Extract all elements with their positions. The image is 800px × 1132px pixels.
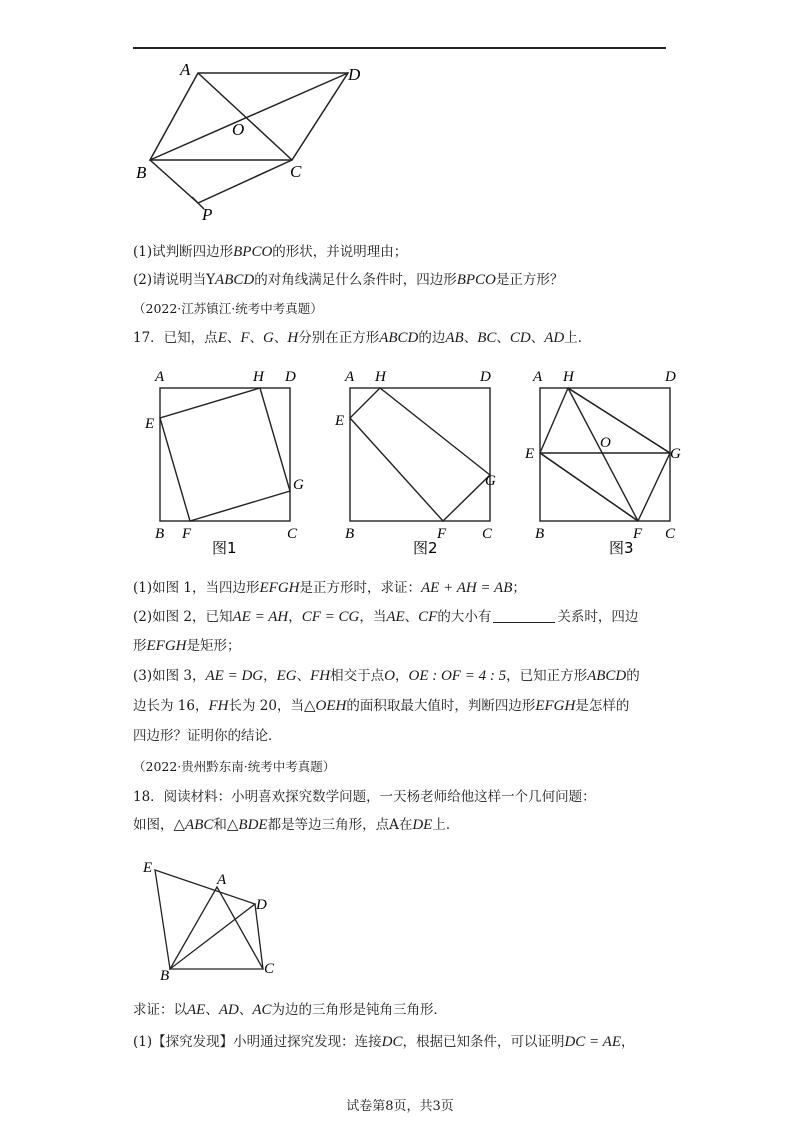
label-d: D bbox=[256, 897, 267, 913]
fig1-label-a: A bbox=[155, 369, 165, 385]
label-b: B bbox=[136, 163, 147, 182]
q17-part3-cont2: 四边形？证明你的结论． bbox=[133, 728, 282, 744]
label-p: P bbox=[202, 205, 213, 224]
fig1-label-h: H bbox=[253, 369, 264, 385]
q17-part2-cont: 形EFGH是矩形； bbox=[133, 638, 241, 654]
fig1-label-g: G bbox=[293, 477, 304, 493]
fig1-label-d: D bbox=[285, 369, 296, 385]
fig3-label-h: H bbox=[563, 369, 574, 385]
q17-part2: (2)如图 2，已知AE = AH，CF = CG，当AE、CF的大小有 关系时，四边 bbox=[133, 609, 639, 625]
fig3-segment-hg bbox=[568, 388, 670, 453]
fig1-label-e: E bbox=[145, 416, 155, 432]
fig3-label-a: A bbox=[533, 369, 543, 385]
fig1-square-abcd bbox=[160, 388, 290, 521]
q17-part1: (1)如图 1，当四边形EFGH是正方形时，求证：AE + AH = AB； bbox=[133, 580, 526, 596]
label-b: B bbox=[160, 968, 170, 984]
page-footer: 试卷第8页，共3页 bbox=[346, 1099, 454, 1114]
fig2-rect-efgh bbox=[350, 388, 490, 521]
triangle-abc bbox=[170, 887, 263, 969]
fig2-label-d: D bbox=[480, 369, 491, 385]
fig3-caption: 图3 bbox=[609, 539, 634, 557]
q18-proof-goal: 求证：以AE、AD、AC为边的三角形是钝角三角形． bbox=[133, 1002, 447, 1018]
fig3-label-b: B bbox=[535, 526, 545, 542]
header-rule bbox=[133, 47, 666, 49]
source-2022-zhenjiang: （2022·江苏镇江·统考中考真题） bbox=[133, 301, 323, 316]
label-d: D bbox=[348, 65, 361, 84]
fig2-label-a: A bbox=[345, 369, 355, 385]
fig3-segment-fh bbox=[568, 388, 638, 521]
fig3-segment-ef bbox=[540, 453, 638, 521]
label-c: C bbox=[290, 162, 302, 181]
fig1-label-b: B bbox=[155, 526, 165, 542]
q16-part1: (1)试判断四边形BPCO的形状，并说明理由； bbox=[133, 244, 408, 260]
fig2-label-e: E bbox=[335, 413, 345, 429]
diagonal-bd bbox=[150, 73, 348, 160]
q17-part3: (3)如图 3，AE = DG，EG、FH相交于点O，OE : OF = 4 : 5，已知正方形ABCD的 bbox=[133, 668, 640, 684]
figure-18-triangles bbox=[135, 852, 295, 987]
label-o: O bbox=[232, 120, 245, 139]
fig3-label-c: C bbox=[665, 526, 676, 542]
label-a: A bbox=[217, 872, 227, 888]
fig3-label-d: D bbox=[665, 369, 676, 385]
label-c: C bbox=[264, 961, 275, 977]
label-e: E bbox=[143, 860, 153, 876]
fig2-label-g: G bbox=[485, 473, 496, 489]
figure-17-squares bbox=[135, 363, 695, 563]
label-a: A bbox=[180, 60, 191, 79]
q17-stem: 17．已知，点E、F、G、H分别在正方形ABCD的边AB、BC、CD、AD上． bbox=[133, 330, 592, 346]
fig3-label-o: O bbox=[600, 435, 611, 451]
figure-16-parallelogram bbox=[130, 60, 370, 225]
fig3-label-g: G bbox=[670, 446, 681, 462]
source-2022-qiandongnan: （2022·贵州黔东南·统考中考真题） bbox=[133, 759, 336, 774]
fig1-quad-efgh bbox=[160, 388, 290, 521]
q18-line2: 如图，△ABC和△BDE都是等边三角形，点A在DE上． bbox=[133, 817, 460, 833]
fig2-label-f: F bbox=[437, 526, 447, 542]
segments-bp-pc bbox=[150, 160, 292, 203]
triangle-bde bbox=[155, 870, 255, 969]
fig2-label-c: C bbox=[482, 526, 493, 542]
q18-stem: 18．阅读材料：小明喜欢探究数学问题，一天杨老师给他这样一个几何问题： bbox=[133, 789, 596, 805]
q17-part3-cont1: 边长为 16，FH长为 20，当△OEH的面积取最大值时，判断四边形EFGH是怎样的 bbox=[133, 698, 630, 714]
fig1-label-f: F bbox=[182, 526, 192, 542]
segment-dc bbox=[255, 904, 263, 969]
fig1-caption: 图1 bbox=[212, 539, 237, 557]
fig2-label-h: H bbox=[375, 369, 386, 385]
fig3-quad-efgh bbox=[540, 388, 670, 521]
fig3-label-f: F bbox=[633, 526, 643, 542]
fig3-label-e: E bbox=[525, 446, 535, 462]
fig2-label-b: B bbox=[345, 526, 355, 542]
fig2-caption: 图2 bbox=[413, 539, 438, 557]
q18-part1: (1)【探究发现】小明通过探究发现：连接DC，根据已知条件，可以证明DC = AE， bbox=[133, 1034, 635, 1050]
fig1-label-c: C bbox=[287, 526, 298, 542]
fig2-square-abcd bbox=[350, 388, 490, 521]
q16-part2: (2)请说明当YABCD的对角线满足什么条件时，四边形BPCO是正方形？ bbox=[133, 272, 564, 288]
answer-blank[interactable] bbox=[493, 608, 555, 623]
diagonal-ac bbox=[198, 73, 292, 160]
